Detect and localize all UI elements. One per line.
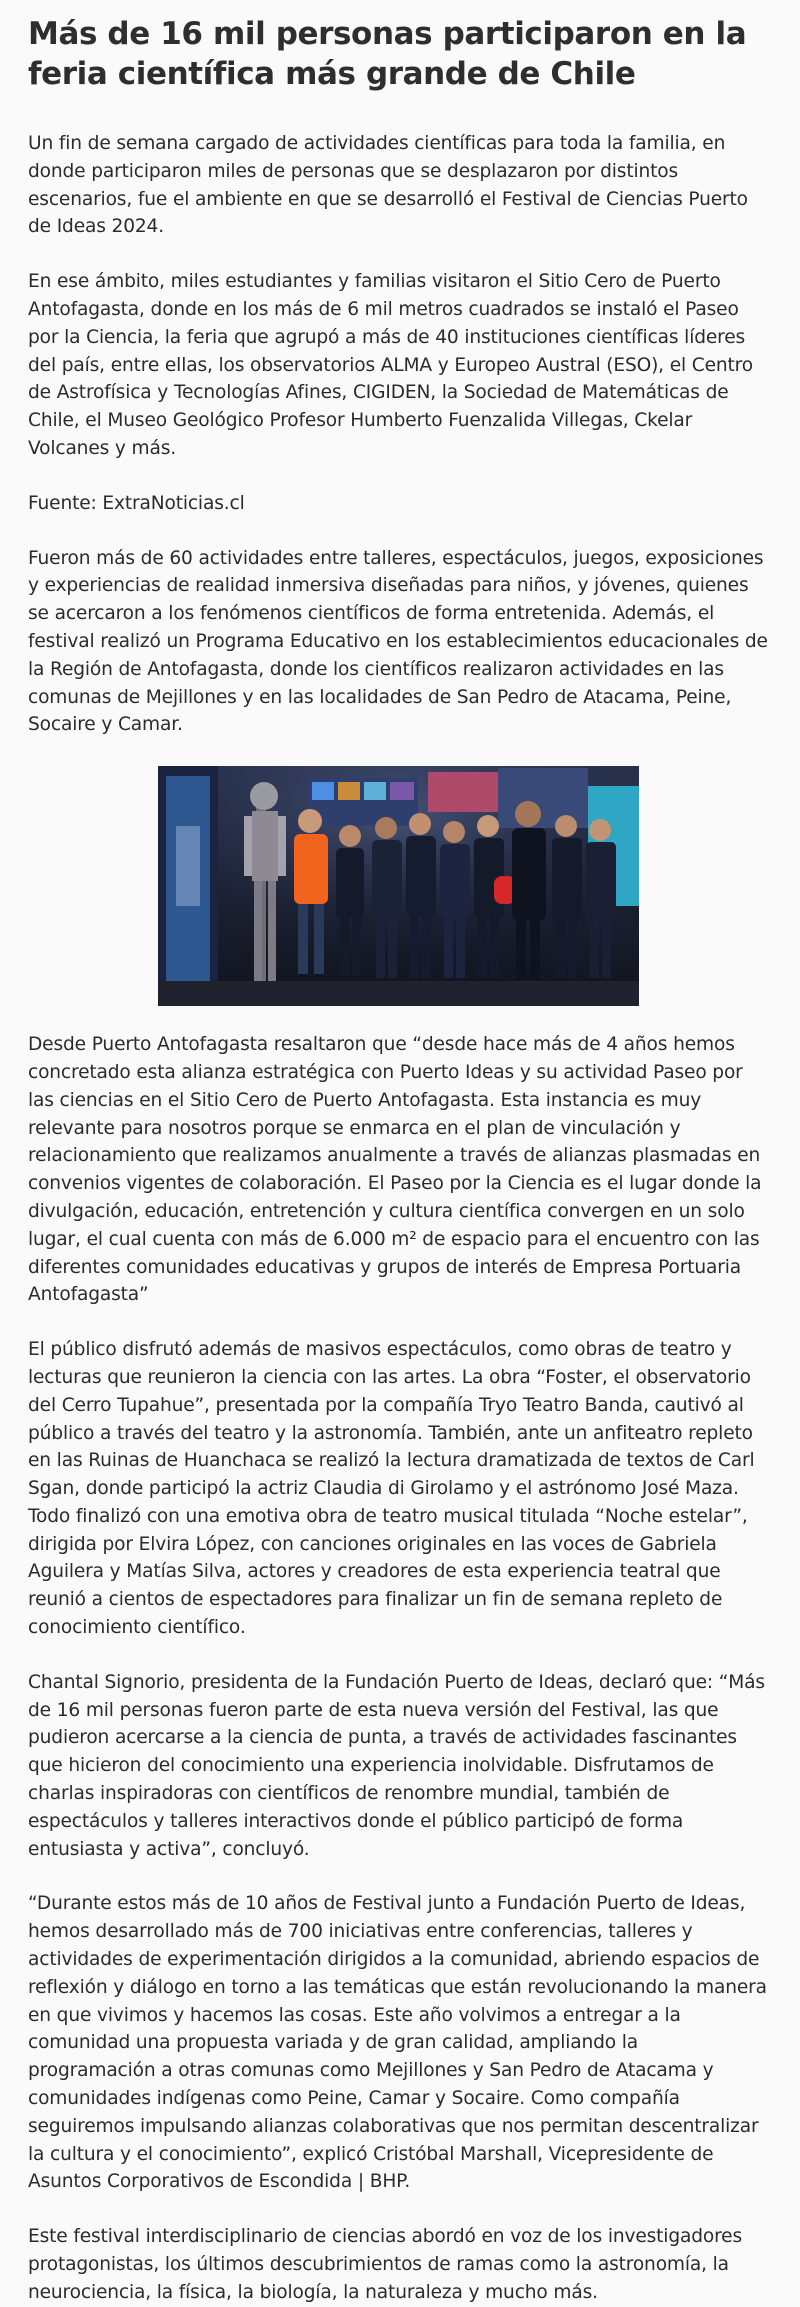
article-photo	[158, 766, 639, 1006]
article-paragraph-4: Desde Puerto Antofagasta resaltaron que “desde hace más de 4 años hemos concretado esta alianza estratégica con Puerto Ideas y su actividad Paseo por las ciencias en el Sitio Cero de Puerto Antofagasta. Esta instancia es muy relevante para nosotros porque se enmarca en el plan de vinculación y relacionamiento que realizamos anualmente a través de alianzas plasmadas en convenios vigentes de colaboración. El Paseo por la Ciencia es el lugar donde la divulgación, educación, entretención y cultura científica convergen en un solo lugar, el cual cuenta con más de 6.000 m² de espacio para el encuentro con las diferentes comunidades educativas y grupos de interés de Empresa Portuaria Antofagasta”	[28, 1034, 762, 1306]
article-paragraph-1: Un fin de semana cargado de actividades científicas para toda la familia, en donde participaron miles de personas que se desplazaron por distintos escenarios, fue el ambiente en que se desarrolló el Festival de Ciencias Puerto de Ideas 2024.	[28, 133, 748, 238]
article-paragraph-7: “Durante estos más de 10 años de Festival junto a Fundación Puerto de Ideas, hemos desarrollado más de 700 iniciativas entre conferencias, talleres y actividades de experimentación dirigidos a la comunidad, abriendo espacios de reflexión y diálogo en torno a las temáticas que están revolucionando la manera en que vivimos y hacemos las cosas. Este año volvimos a entregar a la comunidad una propuesta variada y de gran calidad, ampliando la programación a otras comunas como Mejillones y San Pedro de Atacama y comunidades indígenas como Peine, Camar y Socaire. Como compañía seguiremos impulsando alianzas colaborativas que nos permitan descentralizar la cultura y el conocimiento”, explicó Cristóbal Marshall, Vicepresidente de Asuntos Corporativos de Escondida | BHP.	[28, 1893, 767, 2193]
photo-students-exhibition-icon	[158, 766, 639, 1006]
article-title: Más de 16 mil personas participaron en la feria científica más grande de Chile	[28, 16, 747, 92]
article-paragraph-8: Este festival interdisciplinario de ciencias abordó en voz de los investigadores protagonistas, los últimos descubrimientos de ramas como la astronomía, la neurociencia, la física, la biología, la naturaleza y mucho más.	[28, 2226, 743, 2303]
article-paragraph-2: En ese ámbito, miles estudiantes y familias visitaron el Sitio Cero de Puerto Antofagasta, donde en los más de 6 mil metros cuadrados se instaló el Paseo por la Ciencia, la feria que agrupó a más de 40 instituciones científicas líderes del país, entre ellas, los observatorios ALMA y Europeo Austral (ESO), el Centro de Astrofísica y Tecnologías Afines, CIGIDEN, la Sociedad de Matemáticas de Chile, el Museo Geológico Profesor Humberto Fuenzalida Villegas, Ckelar Volcanes y más.	[28, 271, 753, 459]
article-paragraph-6: Chantal Signorio, presidenta de la Fundación Puerto de Ideas, declaró que: “Más de 16 mil personas fueron parte de esta nueva versión del Festival, las que pudieron acercarse a la ciencia de punta, a través de actividades fascinantes que hicieron del conocimiento una experiencia inolvidable. Disfrutamos de charlas inspiradoras con científicos de renombre mundial, también de espectáculos y talleres interactivos donde el público participó de forma entusiasta y activa”, concluyó.	[28, 1671, 765, 1860]
article-paragraph-3: Fueron más de 60 actividades entre talleres, espectáculos, juegos, exposiciones y experiencias de realidad inmersiva diseñadas para niños, y jóvenes, quienes se acercaron a los fenómenos científicos de forma entretenida. Además, el festival realizó un Programa Educativo en los establecimientos educacionales de la Región de Antofagasta, donde los científicos realizaron actividades en las comunas de Mejillones y en las localidades de San Pedro de Atacama, Peine, Socaire y Camar.	[28, 547, 768, 736]
article-source: Fuente: ExtraNoticias.cl	[28, 492, 245, 514]
article-paragraph-5: El público disfrutó además de masivos espectáculos, como obras de teatro y lecturas que reunieron la ciencia con las artes. La obra “Foster, el observatorio del Cerro Tupahue”, presentada por la compañía Tryo Teatro Banda, cautivó al público a través del teatro y la astronomía. También, ante un anfiteatro repleto en las Ruinas de Huanchaca se realizó la lectura dramatizada de textos de Carl Sgan, donde participó la actriz Claudia di Girolamo y el astrónomo José Maza. Todo finalizó con una emotiva obra de teatro musical titulada “Noche estelar”, dirigida por Elvira López, con canciones originales en las voces de Gabriela Aguilera y Matías Silva, actores y creadores de esta experiencia teatral que reunió a cientos de espectadores para finalizar un fin de semana repleto de conocimiento científico.	[28, 1339, 755, 1639]
